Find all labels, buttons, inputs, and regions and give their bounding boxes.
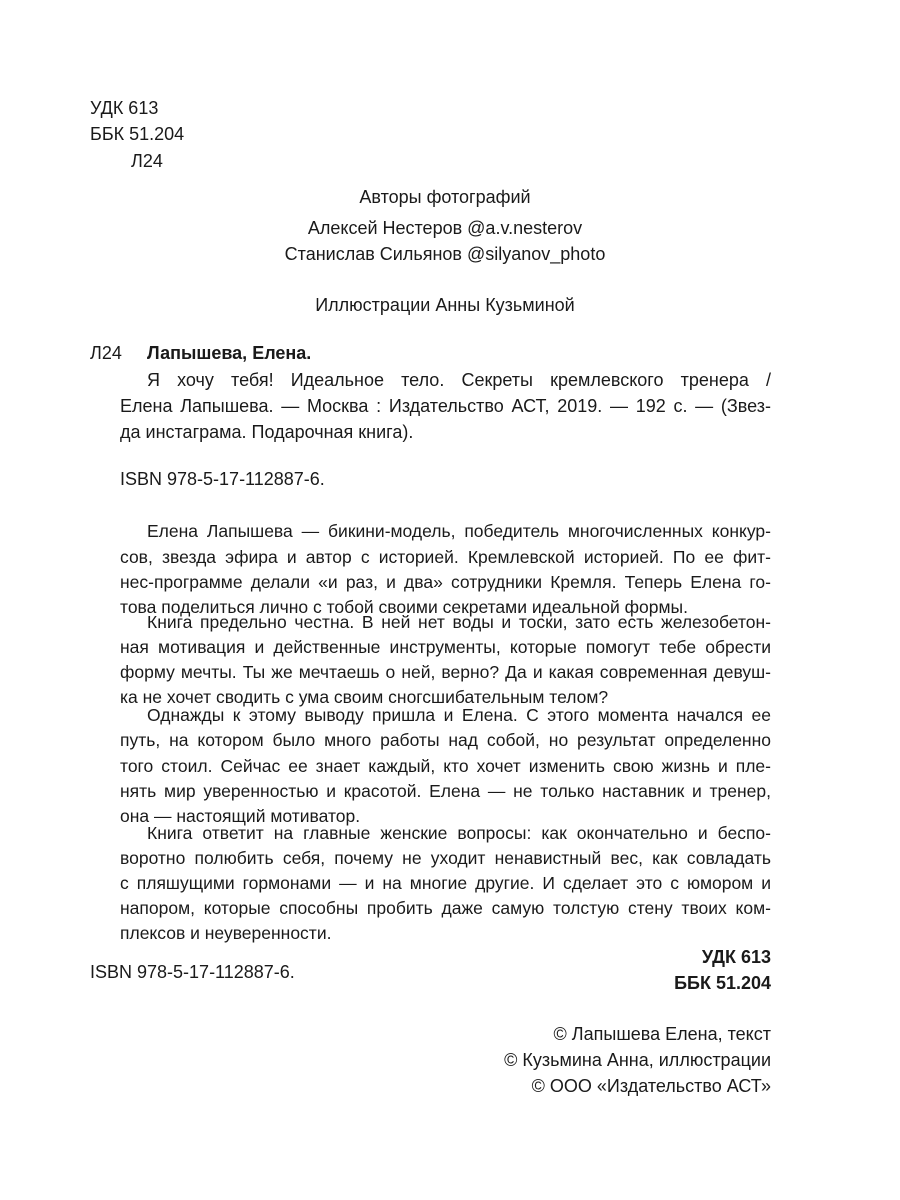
annotation-line: воротно полюбить себя, почему не уходит ненавистный вес, как совладать — [120, 848, 771, 868]
photographer-credit: Алексей Нестеров @a.v.nesterov — [307, 218, 583, 238]
footer-isbn: ISBN 978-5-17-112887-6. — [90, 962, 295, 982]
annotation-line: Елена Лапышева — бикини-модель, победитель многочисленных конкур- — [147, 521, 771, 541]
annotation-line: путь, на котором было много работы над собой, но результат определенно — [120, 730, 771, 750]
catalog-description-line: Я хочу тебя! Идеальное тело. Секреты кремлевского тренера / — [147, 370, 771, 390]
udk-code: УДК 613 — [90, 98, 159, 118]
annotation-line: сов, звезда эфира и автор с историей. Кремлевской историей. По ее фит- — [120, 547, 771, 567]
annotation-line: ка не хочет сводить с ума своим сногсшибательным телом? — [120, 687, 609, 707]
catalog-description-line: да инстаграма. Подарочная книга). — [120, 422, 414, 442]
photo-credits-title: Авторы фотографий — [359, 187, 531, 207]
annotation-line: нять мир уверенностью и красотой. Елена — не только наставник и тренер, — [120, 781, 771, 801]
footer-bbk-code: ББК 51.204 — [674, 973, 771, 993]
copyright-line: © Кузьмина Анна, иллюстрации — [504, 1050, 771, 1070]
annotation-line: ная мотивация и действенные инструменты, которые помогут тебе обрести — [120, 637, 771, 657]
photographer-credit: Станислав Сильянов @silyanov_photo — [284, 244, 606, 264]
footer-udk-code: УДК 613 — [701, 947, 771, 967]
annotation-line: форму мечты. Ты же мечтаешь о ней, верно? Да и какая современная девуш- — [120, 662, 771, 682]
author-mark: Л24 — [131, 151, 163, 171]
illustrations-credit: Иллюстрации Анны Кузьминой — [315, 295, 575, 315]
annotation-line: това поделиться лично с тобой своими секретами идеальной формы. — [120, 597, 688, 617]
annotation-line: с пляшущими гормонами — и на многие другие. И сделает это с юмором и — [120, 873, 771, 893]
copyright-line: © Лапышева Елена, текст — [553, 1024, 771, 1044]
annotation-line: напором, которые способны пробить даже самую толстую стену твоих ком- — [120, 898, 771, 918]
annotation-line: плексов и неуверенности. — [120, 923, 332, 943]
catalog-description-line: Елена Лапышева. — Москва : Издательство АСТ, 2019. — 192 с. — (Звез- — [120, 396, 771, 416]
copyright-line: © ООО «Издательство АСТ» — [531, 1076, 771, 1096]
catalog-isbn: ISBN 978-5-17-112887-6. — [120, 469, 325, 489]
annotation-line: Книга ответит на главные женские вопросы: как окончательно и беспо- — [147, 823, 771, 843]
catalog-author: Лапышева, Елена. — [147, 343, 312, 363]
bbk-code: ББК 51.204 — [90, 124, 185, 144]
annotation-line: Однажды к этому выводу пришла и Елена. С этого момента начался ее — [147, 705, 771, 725]
catalog-mark: Л24 — [90, 343, 122, 363]
annotation-line: Книга предельно честна. В ней нет воды и тоски, зато есть железобетон- — [147, 612, 771, 632]
annotation-line: она — настоящий мотиватор. — [120, 806, 361, 826]
annotation-line: нес-программе делали «и раз, и два» сотрудники Кремля. Теперь Елена го- — [120, 572, 771, 592]
annotation-line: того стоил. Сейчас ее знает каждый, кто хочет изменить свою жизнь и пле- — [120, 756, 771, 776]
